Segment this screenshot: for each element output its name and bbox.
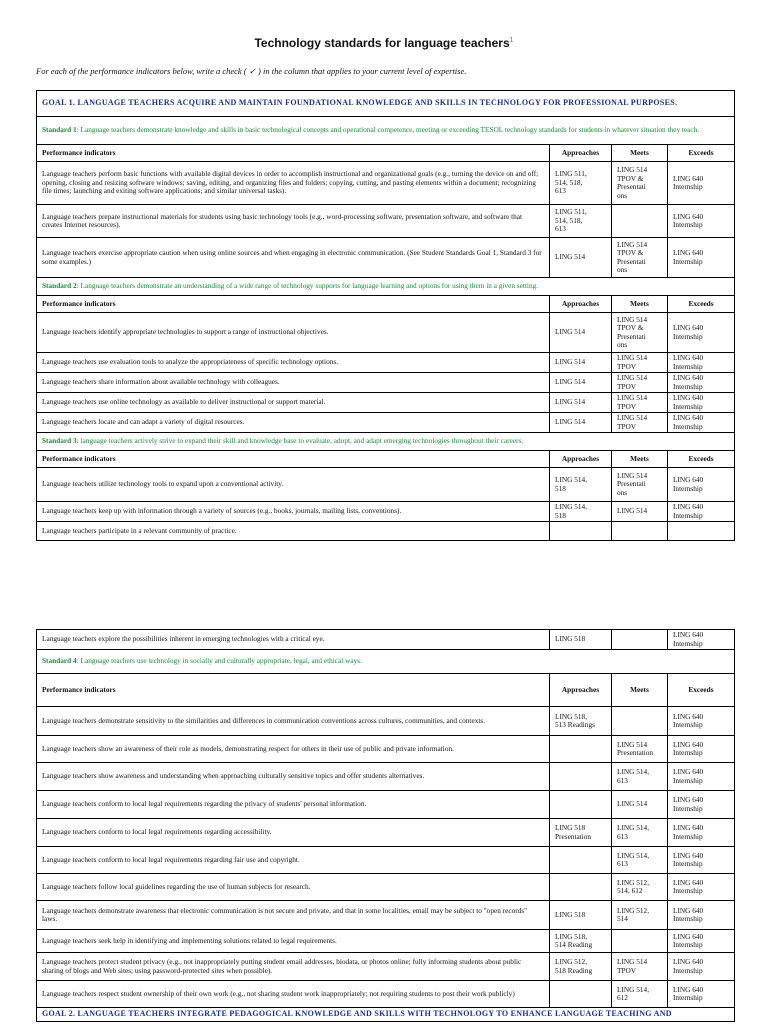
exceeds-cell: LING 640 Internship: [668, 313, 735, 353]
table-row: [37, 502, 735, 522]
goal-1-heading: GOAL 1. LANGUAGE TEACHERS ACQUIRE AND MAINTAIN FOUNDATIONAL KNOWLEDGE AND SKILLS IN TECHNOLOGY FOR PROFESSIONAL PURPOSES.: [37, 91, 735, 117]
goal-2-heading: GOAL 2. LANGUAGE TEACHERS INTEGRATE PEDAGOGICAL KNOWLEDGE AND SKILLS WITH TECHNOLOGY TO ENHANCE LANGUAGE TEACHING AND: [37, 1008, 735, 1022]
indicator-cell: Language teachers conform to local legal requirements regarding fair use and copyright.: [37, 847, 550, 874]
exceeds-cell: LING 640 Internship: [668, 763, 735, 791]
table-row: [37, 238, 735, 278]
standard-4-label: Standard 4: [42, 656, 77, 666]
approaches-cell: LING 511, 514, 518, 613: [550, 162, 612, 205]
standard-4-text: : Language teachers use technology in socially and culturally appropriate, legal, and ethical ways.: [76, 656, 362, 666]
table-row: [37, 468, 735, 502]
meets-cell: LING 512, 514: [612, 901, 668, 930]
indicator-cell: Language teachers identify appropriate technologies to support a range of instructional objectives.: [37, 313, 550, 353]
table-row: [37, 736, 735, 763]
approaches-cell: [550, 763, 612, 791]
indicator-cell: Language teachers perform basic functions with available digital devices in order to accomplish instructional and organizational goals (e.g., turning the device on and off; opening, closing and resizing software windows; saving, editing, and organizing files and folders; copying, cutting, and pasting elements within a document; recognizing file times; launching and exiting software applications; and similar universal tasks).: [37, 162, 550, 205]
indicator-cell: Language teachers locate and can adapt a variety of digital resources.: [37, 413, 550, 433]
indicator-cell: Language teachers exercise appropriate caution when using online sources and when engaging in electronic communication. (See Student Standards Goal 1, Standard 3 for some examples.): [37, 238, 550, 278]
indicator-cell: Language teachers protect student privacy (e.g., not inappropriately putting student email addresses, biodata, or photos online; fully informing students about public sharing of blogs and Web sites; using password-protected sites when possible).: [37, 953, 550, 981]
meets-cell: LING 514 Presentation: [612, 736, 668, 763]
header-meets: Meets: [612, 674, 668, 707]
exceeds-cell: LING 640 Internship: [668, 353, 735, 373]
standards-table-part1: [36, 90, 735, 541]
meets-cell: LING 514, 613: [612, 763, 668, 791]
meets-cell: LING 512, 514, 612: [612, 874, 668, 901]
header-meets: Meets: [612, 451, 668, 468]
standard-2-heading: [37, 278, 735, 296]
exceeds-cell: LING 640 Internship: [668, 930, 735, 953]
meets-cell: LING 514 TPOV: [612, 393, 668, 413]
meets-cell: [612, 930, 668, 953]
header-exceeds: Exceeds: [668, 674, 735, 707]
header-indicators: Performance indicators: [37, 674, 550, 707]
exceeds-cell: LING 640 Internship: [668, 953, 735, 981]
indicator-cell: Language teachers conform to local legal requirements regarding the privacy of students' personal information.: [37, 791, 550, 819]
approaches-cell: LING 514: [550, 353, 612, 373]
exceeds-cell: LING 640 Internship: [668, 874, 735, 901]
exceeds-cell: LING 640 Internship: [668, 468, 735, 502]
page-title-text: Technology standards for language teachers: [254, 36, 510, 50]
header-approaches: Approaches: [550, 674, 612, 707]
meets-cell: LING 514 TPOV: [612, 413, 668, 433]
exceeds-cell: LING 640 Internship: [668, 205, 735, 238]
indicator-cell: Language teachers follow local guidelines regarding the use of human subjects for research.: [37, 874, 550, 901]
approaches-cell: [550, 847, 612, 874]
exceeds-cell: LING 640 Internship: [668, 502, 735, 522]
table-row: [37, 313, 735, 353]
exceeds-cell: LING 640 Internship: [668, 736, 735, 763]
standard-1-text: : Language teachers demonstrate knowledge and skills in basic technological concepts and operational competence, meeting or exceeding TESOL technology standards for students in whatever situation they teach.: [76, 125, 700, 135]
indicator-cell: Language teachers explore the possibilities inherent in emerging technologies with a critical eye.: [37, 630, 550, 650]
header-indicators: Performance indicators: [37, 145, 550, 162]
approaches-cell: LING 518, 513 Readings: [550, 707, 612, 736]
table-row: [37, 205, 735, 238]
meets-cell: [612, 707, 668, 736]
approaches-cell: LING 512, 518 Reading: [550, 953, 612, 981]
exceeds-cell: LING 640 Internship: [668, 238, 735, 278]
meets-cell: LING 514 TPOV: [612, 353, 668, 373]
standard-2-text: : Language teachers demonstrate an understanding of a wide range of technology supports for language learning and options for using them in a given setting.: [76, 281, 539, 291]
exceeds-cell: LING 640 Internship: [668, 413, 735, 433]
table-row: [37, 707, 735, 736]
indicator-cell: Language teachers conform to local legal requirements regarding accessibility.: [37, 819, 550, 847]
table-row: [37, 791, 735, 819]
approaches-cell: LING 514: [550, 238, 612, 278]
meets-cell: LING 514 TPOV & Presentati ons: [612, 162, 668, 205]
indicator-cell: Language teachers show an awareness of their role as models, demonstrating respect for others in their use of public and private information.: [37, 736, 550, 763]
approaches-cell: LING 514: [550, 373, 612, 393]
indicator-cell: Language teachers prepare instructional materials for students using basic technology tools (e.g., word-processing software, presentation software, and software that creates Internet resources).: [37, 205, 550, 238]
meets-cell: LING 514, 613: [612, 819, 668, 847]
header-meets: Meets: [612, 296, 668, 313]
approaches-cell: LING 518: [550, 901, 612, 930]
exceeds-cell: LING 640 Internship: [668, 373, 735, 393]
table-row: [37, 953, 735, 981]
table-row: [37, 847, 735, 874]
approaches-cell: LING 514: [550, 413, 612, 433]
approaches-cell: LING 514: [550, 393, 612, 413]
table-row: [37, 353, 735, 373]
table-row: [37, 930, 735, 953]
standard-1-heading: [37, 117, 735, 145]
meets-cell: [612, 522, 668, 541]
meets-cell: LING 514 TPOV & Presentati ons: [612, 313, 668, 353]
meets-cell: LING 514 TPOV & Presentati ons: [612, 238, 668, 278]
indicator-cell: Language teachers participate in a relevant community of practice.: [37, 522, 550, 541]
exceeds-cell: LING 640 Internship: [668, 791, 735, 819]
instructions: For each of the performance indicators below, write a check ( ✓ ) in the column that applies to your current level of expertise.: [36, 66, 467, 76]
indicator-cell: Language teachers seek help in identifying and implementing solutions related to legal requirements.: [37, 930, 550, 953]
exceeds-cell: LING 640 Internship: [668, 707, 735, 736]
meets-cell: LING 514 TPOV: [612, 373, 668, 393]
header-approaches: Approaches: [550, 145, 612, 162]
approaches-cell: LING 518, 514 Reading: [550, 930, 612, 953]
exceeds-cell: LING 640 Internship: [668, 901, 735, 930]
standard-3-text: : language teachers actively strive to expand their skill and knowledge base to evaluate, adopt, and adapt emerging technologies throughout their careers.: [76, 436, 524, 446]
indicator-cell: Language teachers respect student ownership of their own work (e.g., not sharing student work inappropriately; not requiring students to post their work publicly): [37, 981, 550, 1008]
exceeds-cell: LING 640 Internship: [668, 393, 735, 413]
standard-2-label: Standard 2: [42, 281, 77, 291]
approaches-cell: LING 514: [550, 313, 612, 353]
exceeds-cell: [668, 522, 735, 541]
approaches-cell: LING 514, 518: [550, 502, 612, 522]
table-row: [37, 901, 735, 930]
table-row: [37, 874, 735, 901]
indicator-cell: Language teachers keep up with information through a variety of sources (e.g., books, journals, mailing lists, conventions).: [37, 502, 550, 522]
indicator-cell: Language teachers demonstrate sensitivity to the similarities and differences in communication conventions across cultures, communities, and contexts.: [37, 707, 550, 736]
table-row: [37, 373, 735, 393]
indicator-cell: Language teachers utilize technology tools to expand upon a conventional activity.: [37, 468, 550, 502]
table-row: [37, 393, 735, 413]
standard-4-heading: [37, 650, 735, 674]
header-meets: Meets: [612, 145, 668, 162]
indicator-cell: Language teachers use online technology as available to deliver instructional or support material.: [37, 393, 550, 413]
meets-cell: LING 514: [612, 502, 668, 522]
meets-cell: [612, 630, 668, 650]
meets-cell: [612, 205, 668, 238]
approaches-cell: LING 514, 518: [550, 468, 612, 502]
exceeds-cell: LING 640 Internship: [668, 630, 735, 650]
standard-3-label: Standard 3: [42, 436, 77, 446]
approaches-cell: [550, 981, 612, 1008]
approaches-cell: [550, 736, 612, 763]
table-row: [37, 162, 735, 205]
table-row: [37, 763, 735, 791]
meets-cell: LING 514, 613: [612, 847, 668, 874]
approaches-cell: LING 511, 514, 518, 613: [550, 205, 612, 238]
exceeds-cell: LING 640 Internship: [668, 981, 735, 1008]
approaches-cell: [550, 522, 612, 541]
meets-cell: LING 514: [612, 791, 668, 819]
standard-3-heading: [37, 433, 735, 451]
standard-1-label: Standard 1: [42, 125, 77, 135]
header-approaches: Approaches: [550, 451, 612, 468]
table-row: [37, 522, 735, 541]
meets-cell: LING 514 Presentati ons: [612, 468, 668, 502]
indicator-cell: Language teachers demonstrate awareness that electronic communication is not secure and private, and that in some localities, email may be subject to "open records" laws.: [37, 901, 550, 930]
header-indicators: Performance indicators: [37, 451, 550, 468]
header-exceeds: Exceeds: [668, 451, 735, 468]
indicator-cell: Language teachers share information about available technology with colleagues.: [37, 373, 550, 393]
exceeds-cell: LING 640 Internship: [668, 819, 735, 847]
table-row: [37, 819, 735, 847]
table-row: [37, 981, 735, 1008]
approaches-cell: [550, 874, 612, 901]
header-exceeds: Exceeds: [668, 296, 735, 313]
approaches-cell: [550, 791, 612, 819]
approaches-cell: LING 518 Presentation: [550, 819, 612, 847]
exceeds-cell: LING 640 Internship: [668, 847, 735, 874]
approaches-cell: LING 518: [550, 630, 612, 650]
indicator-cell: Language teachers use evaluation tools to analyze the appropriateness of specific technology options.: [37, 353, 550, 373]
header-exceeds: Exceeds: [668, 145, 735, 162]
meets-cell: LING 514, 612: [612, 981, 668, 1008]
header-approaches: Approaches: [550, 296, 612, 313]
footnote-mark: 1: [509, 37, 514, 44]
page-title: [0, 36, 768, 50]
exceeds-cell: LING 640 Internship: [668, 162, 735, 205]
meets-cell: LING 514 TPOV: [612, 953, 668, 981]
header-indicators: Performance indicators: [37, 296, 550, 313]
indicator-cell: Language teachers show awareness and understanding when approaching culturally sensitive topics and offer students alternatives.: [37, 763, 550, 791]
table-row: [37, 413, 735, 433]
standards-table-part2: [36, 629, 735, 1022]
